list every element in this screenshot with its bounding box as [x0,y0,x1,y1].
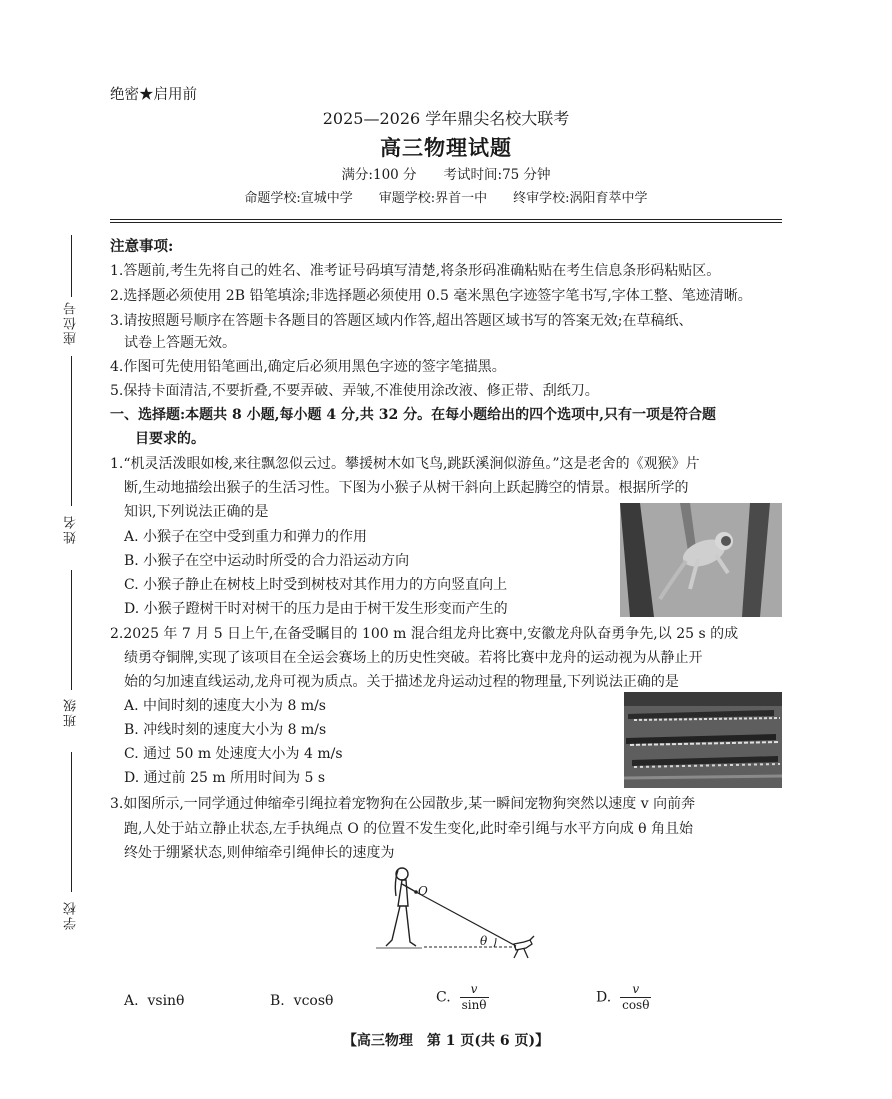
header-divider [110,219,782,220]
q2-option-c: C. 通过 50 m 处速度大小为 4 m/s [124,746,343,762]
section-heading: 一、选择题:本题共 8 小题,每小题 4 分,共 32 分。在每小题给出的四个选项中,只有一项是符合题 [110,407,716,423]
q2-option-d: D. 通过前 25 m 所用时间为 5 s [124,770,326,786]
q1-option-b: B. 小猴子在空中运动时所受的合力沿运动方向 [124,553,410,569]
q2-option-b: B. 冲线时刻的速度大小为 8 m/s [124,722,327,738]
q3-stem: 3.如图所示,一同学通过伸缩牵引绳拉着宠物狗在公园散步,某一瞬间宠物狗突然以速度 v 向前奔 [110,796,696,812]
q2-stem: 2.2025 年 7 月 5 日上午,在备受瞩目的 100 m 混合组龙舟比赛中,安徽龙舟队奋勇争先,以 25 s 的成 [110,626,739,642]
q1-stem: 断,生动地描绘出猴子的生活习性。下图为小猴子从树干斜向上跃起腾空的情景。根据所学的 [124,480,689,496]
q3-option-b: B. vcosθ [270,993,334,1009]
notes-item: 1.答题前,考生先将自己的姓名、准考证号码填写清楚,将条形码准确粘贴在考生信息条形码粘贴区。 [110,263,721,279]
monkey-photo [620,503,782,617]
notes-title: 注意事项: [110,238,174,255]
schools-line: 命题学校:宣城中学 审题学校:界首一中 终审学校:涡阳育萃中学 [244,191,648,206]
side-line [71,570,72,690]
notes-item: 4.作图可先使用铅笔画出,确定后必须用黑色字迹的签字笔描黑。 [110,359,506,375]
angle-theta-label: θ [480,934,488,948]
q2-option-a: A. 中间时刻的速度大小为 8 m/s [124,698,326,714]
header-divider-2 [110,222,782,223]
side-line [71,752,72,892]
section-heading-2: 目要求的。 [135,431,205,447]
notes-item: 5.保持卡面清洁,不要折叠,不要弄破、弄皱,不准使用涂改液、修正带、刮纸刀。 [110,383,599,399]
side-line [71,356,72,506]
notes-item: 试卷上答题无效。 [110,335,236,351]
q3-option-a: A. vsinθ [124,993,185,1009]
side-line [71,235,72,297]
leash-figure [376,862,542,970]
q2-stem: 绩勇夺铜牌,实现了该项目在全运会赛场上的历史性突破。若将比赛中龙舟的运动视为从静止开 [124,650,703,666]
q1-option-d: D. 小猴子蹬树干时对树干的压力是由于树干发生形变而产生的 [124,601,508,617]
secret-label: 绝密★启用前 [110,87,197,103]
side-label-seat: 座位号 [64,300,79,345]
page-title: 高三物理试题 [380,135,512,160]
dragon-boat-photo [624,692,782,788]
q2-stem: 始的匀加速直线运动,龙舟可视为质点。关于描述龙舟运动过程的物理量,下列说法正确的是 [124,674,679,690]
q3-stem: 终处于绷紧状态,则伸缩牵引绳伸长的速度为 [124,845,395,861]
q1-option-c: C. 小猴子静止在树枝上时受到树枝对其作用力的方向竖直向上 [124,577,508,593]
q3-option-c: C. $\frac{v}{\sin\theta}$ [436,982,487,1012]
page-footer: 【高三物理 第 1 页(共 6 页)】 [342,1033,550,1049]
q1-stem: 1.“机灵活泼眼如梭,来往飘忽似云过。攀援树木如飞鸟,跳跃溪涧似游鱼。”这是老舍的《观猴》片 [110,456,700,472]
point-o-label: O [418,884,428,898]
side-label-school: 学校 [64,900,79,930]
notes-item: 3.请按照题号顺序在答题卡各题目的答题区域内作答,超出答题区域书写的答案无效;在草稿纸、 [110,313,693,329]
notes-item: 2.选择题必须使用 2B 铅笔填涂;非选择题必须使用 0.5 毫米黑色字迹签字笔书写,字体工整、笔迹清晰。 [110,288,752,304]
q1-stem: 知识,下列说法正确的是 [124,504,269,520]
side-label-class: 班级 [64,697,79,727]
score-time: 满分:100 分 考试时间:75 分钟 [341,167,551,183]
exam-name: 2025—2026 学年鼎尖名校大联考 [322,109,570,128]
side-label-name: 姓名 [64,514,79,544]
q1-option-a: A. 小猴子在空中受到重力和弹力的作用 [124,529,368,545]
q3-stem: 跑,人处于站立静止状态,左手执绳点 O 的位置不发生变化,此时牵引绳与水平方向成 θ 角且始 [124,821,694,837]
q3-option-d: D. $\frac{v}{\cos\theta}$ [596,982,650,1012]
